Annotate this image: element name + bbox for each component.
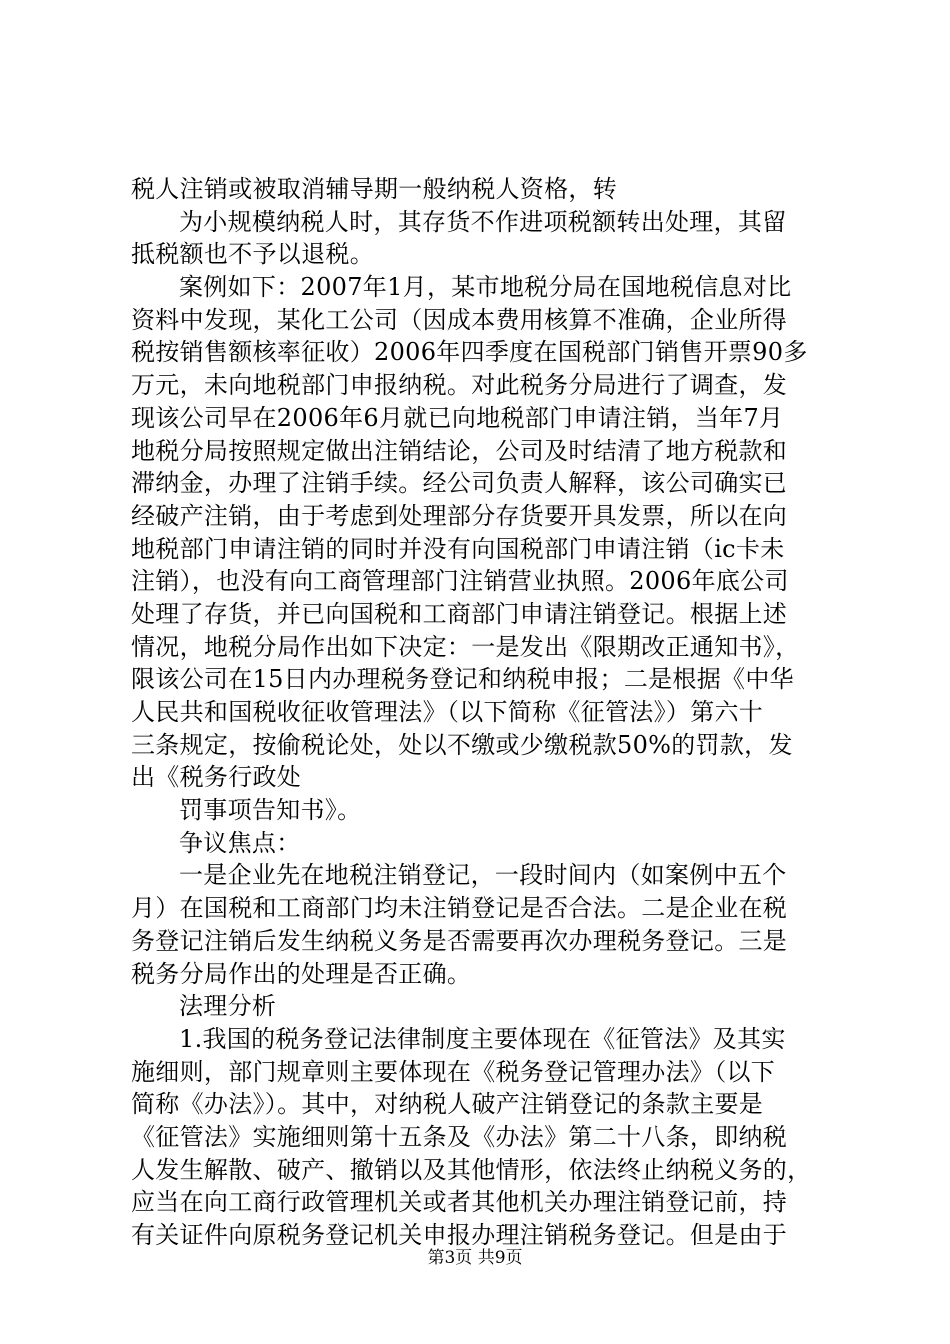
text-line: 为小规模纳税人时，其存货不作进项税额转出处理，其留 — [179, 207, 787, 236]
text-line: 万元，未向地税部门申报纳税。对此税务分局进行了调查，发 — [131, 371, 788, 400]
text-line: 简称《办法》）。其中，对纳税人破产注销登记的条款主要是 — [131, 1090, 764, 1119]
text-line: 一是企业先在地税注销登记，一段时间内（如案例中五个 — [179, 861, 787, 890]
text-line: 情况，地税分局作出如下决定：一是发出《限期改正通知书》， — [131, 632, 800, 661]
document-body — [131, 173, 831, 1252]
text-line: 人民共和国税收征收管理法》（以下简称《征管法》）第六十 — [131, 698, 764, 726]
text-line: 《征管法》实施细则第十五条及《办法》第二十八条，即纳税 — [131, 1122, 788, 1151]
text-line: 月）在国税和工商部门均未注销登记是否合法。二是企业在税 — [131, 894, 788, 923]
page-number: 第3页 共9页 — [427, 1248, 523, 1268]
text-line: 税务分局作出的处理是否正确。 — [131, 959, 472, 988]
text-line: 抵税额也不予以退税。 — [131, 240, 374, 269]
text-line: 施细则，部门规章则主要体现在《税务登记管理办法》（以下 — [131, 1057, 776, 1086]
text-line: 处理了存货，并已向国税和工商部门申请注销登记。根据上述 — [131, 599, 788, 628]
text-line: 1.我国的税务登记法律制度主要体现在《征管法》及其实 — [179, 1024, 786, 1053]
text-line: 税按销售额核率征收）2006年四季度在国税部门销售开票90多 — [131, 338, 808, 367]
text-line: 现该公司早在2006年6月就已向地税部门申请注销，当年7月 — [131, 403, 784, 432]
text-line: 三条规定，按偷税论处，处以不缴或少缴税款50%的罚款，发 — [131, 730, 793, 759]
text-line: 滞纳金，办理了注销手续。经公司负责人解释，该公司确实已 — [131, 469, 788, 498]
text-line: 罚事项告知书》。 — [179, 796, 362, 825]
section-heading: 争议焦点： — [179, 828, 301, 857]
text-line: 出《税务行政处 — [131, 763, 302, 792]
text-line: 税人注销或被取消辅导期一般纳税人资格，转 — [131, 175, 617, 203]
text-line: 地税部门申请注销的同时并没有向国税部门申请注销（ic卡未 — [131, 534, 785, 563]
text-line: 应当在向工商行政管理机关或者其他机关办理注销登记前，持 — [131, 1188, 788, 1217]
text-line: 地税分局按照规定做出注销结论，公司及时结清了地方税款和 — [131, 436, 788, 465]
text-line: 注销），也没有向工商管理部门注销营业执照。2006年底公司 — [131, 567, 789, 596]
text-line: 经破产注销，由于考虑到处理部分存货要开具发票，所以在向 — [131, 501, 788, 530]
text-line: 限该公司在15日内办理税务登记和纳税申报；二是根据《中华 — [131, 665, 794, 694]
text-line: 有关证件向原税务登记机关申报办理注销税务登记。但是由于 — [131, 1221, 788, 1249]
text-line: 人发生解散、破产、撤销以及其他情形，依法终止纳税义务的， — [131, 1155, 812, 1184]
text-line: 务登记注销后发生纳税义务是否需要再次办理税务登记。三是 — [131, 926, 788, 955]
text-line: 资料中发现，某化工公司（因成本费用核算不准确，企业所得 — [131, 305, 788, 334]
text-line: 案例如下：2007年1月，某市地税分局在国地税信息对比 — [179, 273, 792, 302]
section-heading: 法理分析 — [179, 992, 277, 1021]
